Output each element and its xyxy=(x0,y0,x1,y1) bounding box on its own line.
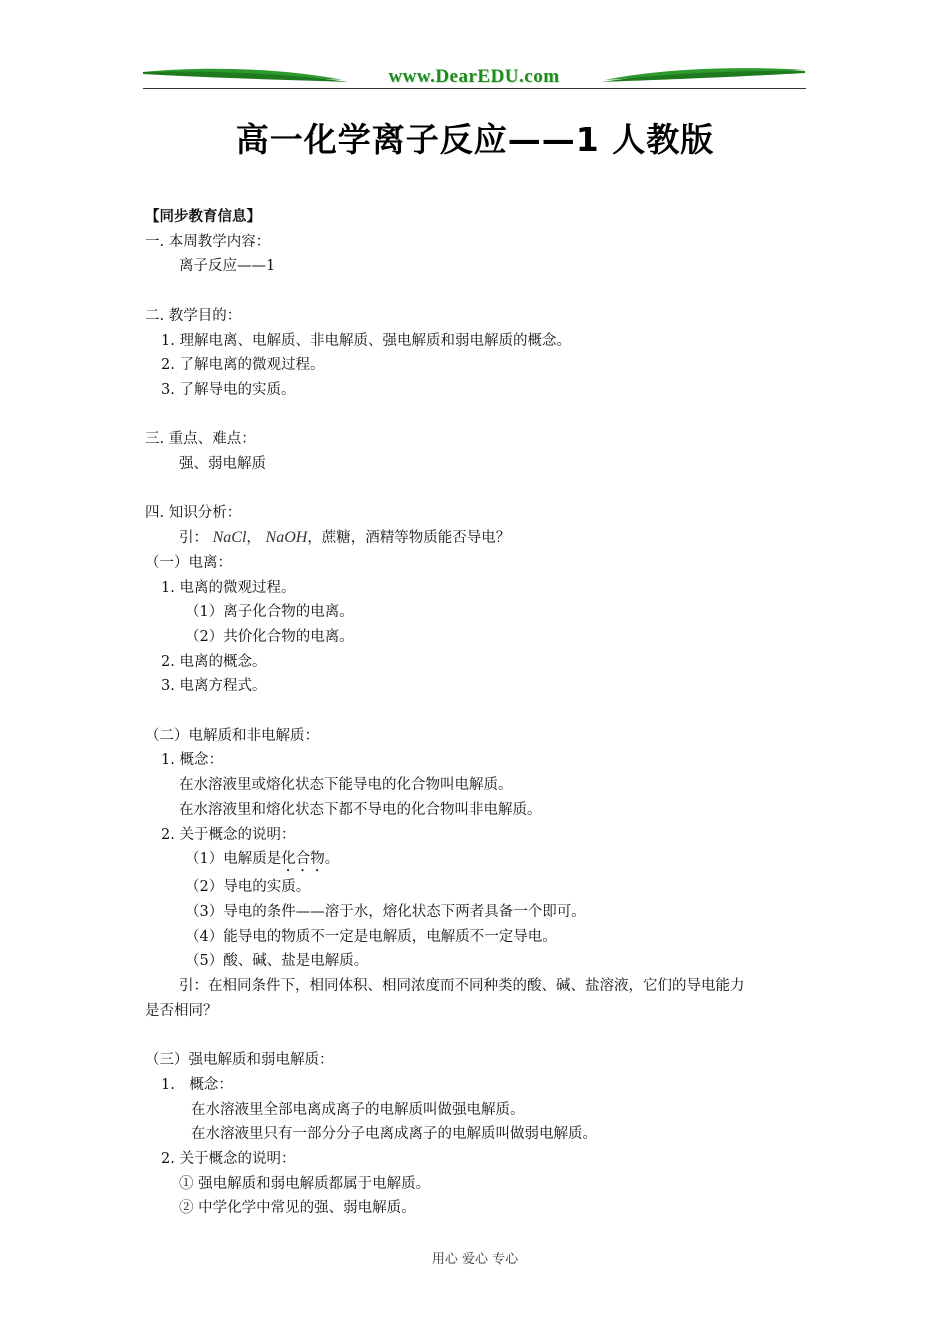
text-line: 一. 本周教学内容： xyxy=(145,233,271,250)
text-line: 强、弱电解质 xyxy=(179,456,266,472)
text-fragment: 引： xyxy=(179,530,208,547)
text-fragment: （1）电解质是 xyxy=(185,851,282,868)
text-line: 2. 了解电离的微观过程。 xyxy=(161,357,325,374)
text-line: （4）能导电的物质不一定是电解质，电解质不一定导电。 xyxy=(185,928,557,945)
text-line: （2）共价化合物的电离。 xyxy=(185,628,354,645)
text-line: （5）酸、碱、盐是电解质。 xyxy=(185,953,369,970)
text-line xyxy=(145,847,810,875)
text-line: 3. 了解导电的实质。 xyxy=(161,381,296,398)
document-body xyxy=(145,205,810,1221)
text-line: 1. 概念： xyxy=(161,752,223,769)
text-line: （一）电离： xyxy=(145,554,232,571)
text-fragment: ， xyxy=(246,530,261,547)
emphasized-text: 化合物 xyxy=(281,851,325,868)
text-line: 三. 重点、难点： xyxy=(145,431,256,448)
text-line: 2. 关于概念的说明： xyxy=(161,1150,296,1167)
spacer xyxy=(145,1023,810,1048)
text-line: 在水溶液里只有一部分分子电离成离子的电解质叫做弱电解质。 xyxy=(191,1126,597,1143)
text-line: 离子反应——1 xyxy=(179,258,276,275)
text-line: 1. 理解电离、电解质、非电解质、强电解质和弱电解质的概念。 xyxy=(161,332,571,349)
text-line: （2）导电的实质。 xyxy=(185,879,311,896)
text-line: 在水溶液里和熔化状态下都不导电的化合物叫非电解质。 xyxy=(179,801,542,818)
text-line: （三）强电解质和弱电解质： xyxy=(145,1052,334,1069)
text-line: 二. 教学目的： xyxy=(145,307,242,324)
page-footer: 用心 爱心 专心 xyxy=(431,1252,519,1267)
spacer xyxy=(145,279,810,304)
section-heading: 【同步教育信息】 xyxy=(145,209,261,225)
text-line: 引：在相同条件下，相同体积、相同浓度而不同种类的酸、碱、盐溶液，它们的导电能力 xyxy=(179,978,745,995)
spacer xyxy=(145,477,810,502)
text-line: （二）电解质和非电解质： xyxy=(145,727,319,744)
text-line: ① 强电解质和弱电解质都属于电解质。 xyxy=(179,1175,431,1192)
formula-nacl: NaCl xyxy=(212,529,247,547)
text-fragment: 。 xyxy=(324,851,340,868)
text-line: 1. 电离的微观过程。 xyxy=(161,579,296,596)
text-fragment: ，蔗糖，酒精等物质能否导电？ xyxy=(307,530,511,547)
formula-naoh: NaOH xyxy=(265,529,308,547)
text-line xyxy=(145,526,810,551)
spacer xyxy=(145,699,810,724)
text-line: 在水溶液里或熔化状态下能导电的化合物叫电解质。 xyxy=(179,777,513,794)
text-line: 1. 概念： xyxy=(161,1076,233,1093)
text-line: 在水溶液里全部电离成离子的电解质叫做强电解质。 xyxy=(191,1101,525,1118)
spacer xyxy=(145,403,810,428)
text-line: 2. 电离的概念。 xyxy=(161,653,267,670)
text-line: 是否相同？ xyxy=(145,1002,218,1019)
page-title: 高一化学离子反应——1 人教版 xyxy=(235,120,715,159)
text-line: 2. 关于概念的说明： xyxy=(161,826,296,843)
text-line: 3. 电离方程式。 xyxy=(161,678,267,695)
text-line: ② 中学化学中常见的强、弱电解质。 xyxy=(179,1200,416,1217)
site-logo[interactable]: www.DearEDU.com xyxy=(388,66,560,87)
text-line: 四. 知识分析： xyxy=(145,505,242,522)
text-line: （3）导电的条件——溶于水，熔化状态下两者具备一个即可。 xyxy=(185,903,586,920)
header-rule xyxy=(143,88,806,89)
text-line: （1）离子化合物的电离。 xyxy=(185,604,354,621)
